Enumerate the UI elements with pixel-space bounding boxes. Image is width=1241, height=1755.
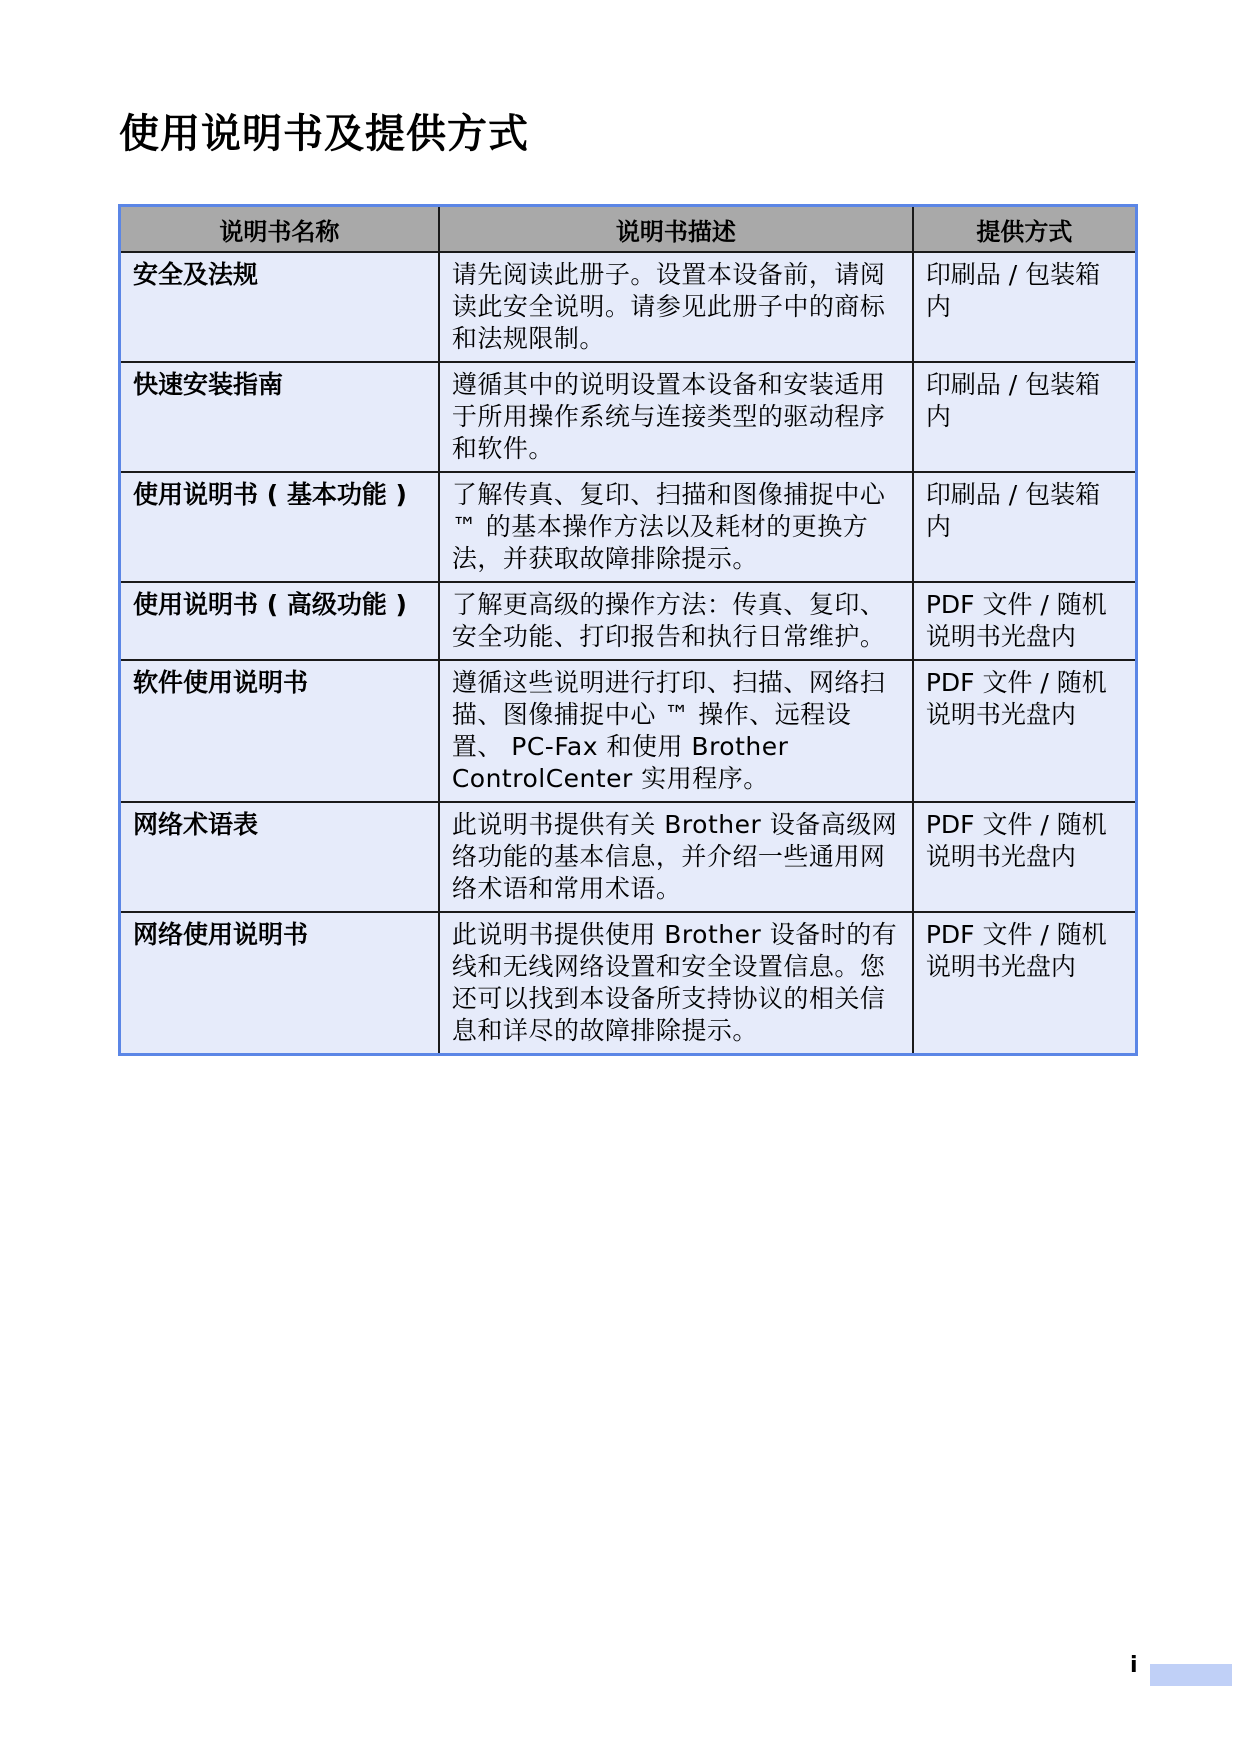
table-row xyxy=(120,912,1137,1055)
manual-name-cell: 网络使用说明书 xyxy=(120,912,439,1055)
delivery-method-cell: PDF 文件 / 随机说明书光盘内 xyxy=(913,802,1137,912)
table-row xyxy=(120,252,1137,362)
page-title: 使用说明书及提供方式 xyxy=(119,111,529,157)
delivery-method-cell: PDF 文件 / 随机说明书光盘内 xyxy=(913,912,1137,1055)
manual-name-cell: 使用说明书 ( 高级功能 ) xyxy=(120,582,439,660)
header-delivery-method: 提供方式 xyxy=(913,206,1137,253)
manual-description-cell: 了解传真、复印、扫描和图像捕捉中心 ™ 的基本操作方法以及耗材的更换方法，并获取故障排除提示。 xyxy=(439,472,913,582)
manual-description-cell: 请先阅读此册子。设置本设备前，请阅读此安全说明。请参见此册子中的商标和法规限制。 xyxy=(439,252,913,362)
manual-name-cell: 使用说明书 ( 基本功能 ) xyxy=(120,472,439,582)
page-tab-marker xyxy=(1150,1664,1232,1686)
table-header-row xyxy=(120,206,1137,253)
manual-name-cell: 快速安装指南 xyxy=(120,362,439,472)
manual-name-cell: 网络术语表 xyxy=(120,802,439,912)
table-row xyxy=(120,472,1137,582)
delivery-method-cell: 印刷品 / 包装箱内 xyxy=(913,252,1137,362)
table-row xyxy=(120,362,1137,472)
manual-name-cell: 软件使用说明书 xyxy=(120,660,439,802)
manual-description-cell: 此说明书提供使用 Brother 设备时的有线和无线网络设置和安全设置信息。您还可以找到本设备所支持协议的相关信息和详尽的故障排除提示。 xyxy=(439,912,913,1055)
delivery-method-cell: 印刷品 / 包装箱内 xyxy=(913,362,1137,472)
header-manual-description: 说明书描述 xyxy=(439,206,913,253)
header-manual-name: 说明书名称 xyxy=(120,206,439,253)
table-row xyxy=(120,660,1137,802)
manual-description-cell: 遵循这些说明进行打印、扫描、网络扫描、图像捕捉中心 ™ 操作、远程设置、 PC-Fax 和使用 Brother ControlCenter 实用程序。 xyxy=(439,660,913,802)
table-row xyxy=(120,582,1137,660)
page-number: i xyxy=(1130,1653,1138,1678)
table-row xyxy=(120,802,1137,912)
delivery-method-cell: PDF 文件 / 随机说明书光盘内 xyxy=(913,660,1137,802)
manual-name-cell: 安全及法规 xyxy=(120,252,439,362)
delivery-method-cell: PDF 文件 / 随机说明书光盘内 xyxy=(913,582,1137,660)
manual-description-cell: 此说明书提供有关 Brother 设备高级网络功能的基本信息，并介绍一些通用网络术语和常用术语。 xyxy=(439,802,913,912)
manual-description-cell: 遵循其中的说明设置本设备和安装适用于所用操作系统与连接类型的驱动程序和软件。 xyxy=(439,362,913,472)
delivery-method-cell: 印刷品 / 包装箱内 xyxy=(913,472,1137,582)
manuals-table xyxy=(118,204,1138,1056)
manual-description-cell: 了解更高级的操作方法：传真、复印、安全功能、打印报告和执行日常维护。 xyxy=(439,582,913,660)
